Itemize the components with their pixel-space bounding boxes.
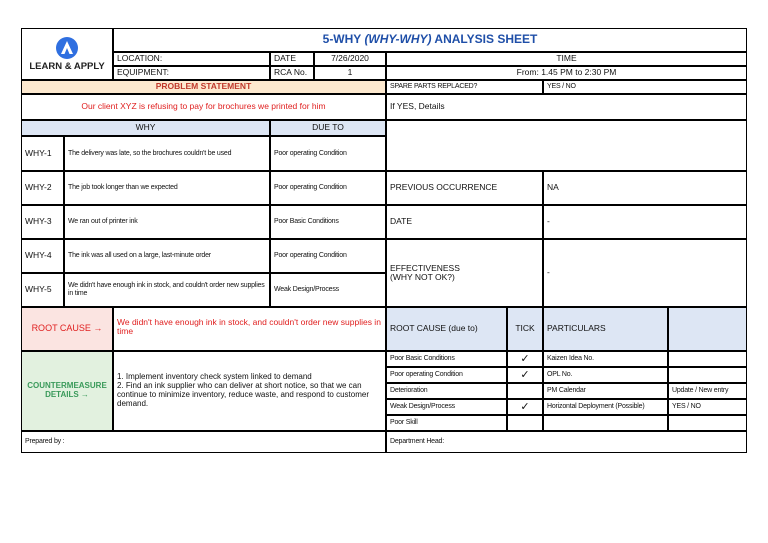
logo-cell bbox=[21, 28, 113, 80]
time-label: TIME bbox=[386, 52, 747, 66]
why-1-due[interactable]: Poor operating Condition bbox=[270, 136, 386, 171]
rc-row-5-cause: Poor Skill bbox=[386, 415, 507, 431]
rca-label: RCA No. bbox=[270, 66, 314, 80]
rc-row-3-cause: Deterioration bbox=[386, 383, 507, 399]
why-4-label: WHY-4 bbox=[21, 239, 64, 273]
prepared-by[interactable]: Prepared by : bbox=[21, 431, 386, 453]
rc-due-header: ROOT CAUSE (due to) bbox=[386, 307, 507, 351]
why-2-label: WHY-2 bbox=[21, 171, 64, 205]
rc-row-4-tick[interactable]: ✓ bbox=[507, 399, 543, 415]
why-header: WHY bbox=[21, 120, 270, 136]
if-yes-details: If YES, Details bbox=[386, 94, 747, 120]
rc-row-1-tick[interactable]: ✓ bbox=[507, 351, 543, 367]
right-date-label: DATE bbox=[386, 205, 543, 239]
particulars-value-header bbox=[668, 307, 747, 351]
rc-row-5-tick[interactable] bbox=[507, 415, 543, 431]
logo-text: LEARN & APPLY bbox=[29, 60, 105, 72]
rc-row-4-cause: Weak Design/Process bbox=[386, 399, 507, 415]
why-4-due[interactable]: Poor operating Condition bbox=[270, 239, 386, 273]
rc-row-3-tick[interactable] bbox=[507, 383, 543, 399]
countermeasure-label: COUNTERMEASURE DETAILS → bbox=[21, 351, 113, 431]
previous-occurrence-value[interactable]: NA bbox=[543, 171, 747, 205]
right-date-value[interactable]: - bbox=[543, 205, 747, 239]
why-1-label: WHY-1 bbox=[21, 136, 64, 171]
triangle-a-logo-icon bbox=[54, 36, 80, 60]
countermeasure-text[interactable]: 1. Implement inventory check system linked to demand 2. Find an ink supplier who can deliver at short notice, so that we can continue to minimize inventory, reduce waste, and respond to customer demand. bbox=[113, 351, 386, 431]
rc-row-3-value[interactable]: Update / New entry bbox=[668, 383, 747, 399]
rc-row-4-particular: Horizontal Deployment (Possible) bbox=[543, 399, 668, 415]
rc-row-5-particular bbox=[543, 415, 668, 431]
rc-row-1-particular: Kaizen Idea No. bbox=[543, 351, 668, 367]
rc-row-2-value[interactable] bbox=[668, 367, 747, 383]
location-label: LOCATION: bbox=[113, 52, 270, 66]
date-value[interactable]: 7/26/2020 bbox=[314, 52, 386, 66]
time-value[interactable]: From: 1.45 PM to 2:30 PM bbox=[386, 66, 747, 80]
root-cause-label: ROOT CAUSE → bbox=[21, 307, 113, 351]
tick-header: TICK bbox=[507, 307, 543, 351]
rc-row-5-value[interactable] bbox=[668, 415, 747, 431]
analysis-sheet bbox=[21, 28, 747, 453]
rc-row-4-value[interactable]: YES / NO bbox=[668, 399, 747, 415]
right-blank-top bbox=[386, 120, 747, 171]
previous-occurrence-label: PREVIOUS OCCURRENCE bbox=[386, 171, 543, 205]
rc-row-3-particular: PM Calendar bbox=[543, 383, 668, 399]
why-4-text[interactable]: The ink was all used on a large, last-minute order bbox=[64, 239, 270, 273]
problem-statement-text[interactable]: Our client XYZ is refusing to pay for brochures we printed for him bbox=[21, 94, 386, 120]
why-2-text[interactable]: The job took longer than we expected bbox=[64, 171, 270, 205]
particulars-header: PARTICULARS bbox=[543, 307, 668, 351]
effectiveness-label: EFFECTIVENESS (WHY NOT OK?) bbox=[386, 239, 543, 307]
rc-row-2-tick[interactable]: ✓ bbox=[507, 367, 543, 383]
equipment-label: EQUIPMENT: bbox=[113, 66, 270, 80]
rc-row-1-value[interactable] bbox=[668, 351, 747, 367]
rca-value[interactable]: 1 bbox=[314, 66, 386, 80]
root-cause-text[interactable]: We didn't have enough ink in stock, and couldn't order new supplies in time bbox=[113, 307, 386, 351]
problem-statement-label: PROBLEM STATEMENT bbox=[21, 80, 386, 94]
why-1-text[interactable]: The delivery was late, so the brochures couldn't be used bbox=[64, 136, 270, 171]
why-5-label: WHY-5 bbox=[21, 273, 64, 307]
department-head[interactable]: Department Head: bbox=[386, 431, 747, 453]
rc-row-1-cause: Poor Basic Conditions bbox=[386, 351, 507, 367]
why-3-due[interactable]: Poor Basic Conditions bbox=[270, 205, 386, 239]
why-2-due[interactable]: Poor operating Condition bbox=[270, 171, 386, 205]
date-label: DATE bbox=[270, 52, 314, 66]
due-to-header: DUE TO bbox=[270, 120, 386, 136]
rc-row-2-cause: Poor operating Condition bbox=[386, 367, 507, 383]
why-3-text[interactable]: We ran out of printer ink bbox=[64, 205, 270, 239]
rc-row-2-particular: OPL No. bbox=[543, 367, 668, 383]
why-3-label: WHY-3 bbox=[21, 205, 64, 239]
why-5-text[interactable]: We didn't have enough ink in stock, and couldn't order new supplies in time bbox=[64, 273, 270, 307]
why-5-due[interactable]: Weak Design/Process bbox=[270, 273, 386, 307]
effectiveness-value[interactable]: - bbox=[543, 239, 747, 307]
sheet-title: 5-WHY (WHY-WHY) ANALYSIS SHEET bbox=[113, 28, 747, 52]
spare-parts-value[interactable]: YES / NO bbox=[543, 80, 747, 94]
spare-parts-label: SPARE PARTS REPLACED? bbox=[386, 80, 543, 94]
